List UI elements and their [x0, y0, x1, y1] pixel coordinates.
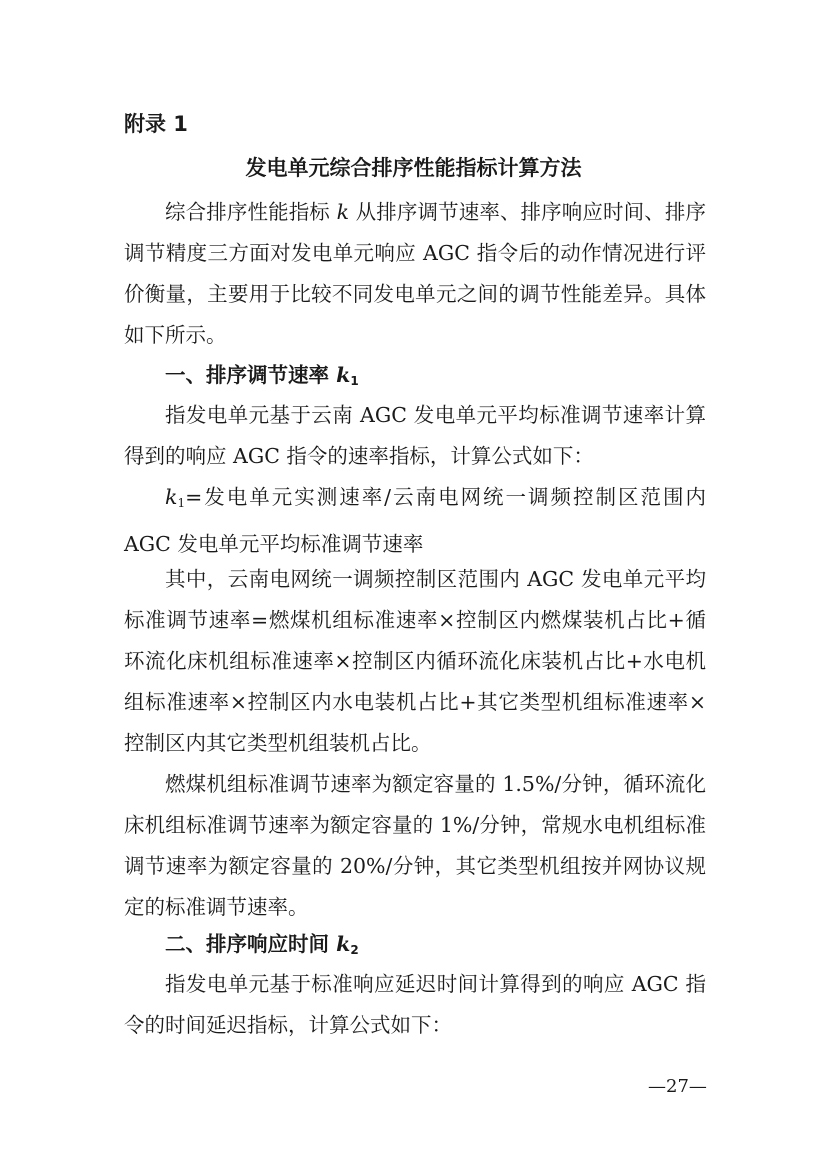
- section1-heading-text: 一、排序调节速率: [165, 363, 337, 387]
- section1-paragraph-1: 指发电单元基于云南 AGC 发电单元平均标准调节速率计算得到的响应 AGC 指令的速率指标，计算公式如下：: [124, 403, 706, 468]
- section1-heading: [165, 358, 359, 388]
- section2-paragraph-1: 指发电单元基于标准响应延迟时间计算得到的响应 AGC 指令的时间延迟指标，计算公式如下：: [124, 972, 706, 1037]
- section2-heading-subscript: 2: [350, 943, 359, 957]
- section2-heading: [165, 927, 359, 957]
- section2-heading-variable: k: [336, 932, 351, 956]
- appendix-label: 附录 1: [124, 112, 188, 136]
- document-title: 发电单元综合排序性能指标计算方法: [245, 156, 582, 180]
- formula-variable-k: k: [165, 485, 178, 509]
- section2-heading-text: 二、排序响应时间: [165, 932, 337, 956]
- section1-heading-subscript: 1: [350, 374, 359, 388]
- section1-formula: [124, 477, 706, 565]
- page-number: —27—: [648, 1076, 707, 1097]
- intro-paragraph: [124, 192, 706, 356]
- section1-paragraph-2: 其中，云南电网统一调频控制区范围内 AGC 发电单元平均标准调节速率=燃煤机组标准速率×控制区内燃煤装机占比+循环流化床机组标准速率×控制区内循环流化床装机占比+水电机组标准速率×控制区内水电装机占比+其它类型机组标准速率×控制区内其它类型机组装机占比。: [124, 567, 706, 755]
- section1-heading-variable: k: [336, 363, 351, 387]
- section1-paragraph-3: 燃煤机组标准调节速率为额定容量的 1.5%/分钟，循环流化床机组标准调节速率为额定容量的 1%/分钟，常规水电机组标准调节速率为额定容量的 20%/分钟，其它类型机组按并网协议规定的标准调节速率。: [124, 772, 706, 919]
- intro-text-pre: 综合排序性能指标: [165, 200, 337, 224]
- intro-text-post: 从排序调节速率、排序响应时间、排序调节精度三方面对发电单元响应 AGC 指令后的动作情况进行评价衡量，主要用于比较不同发电单元之间的调节性能差异。具体如下所示。: [124, 200, 706, 347]
- intro-variable-k: k: [336, 200, 349, 224]
- formula-subscript: 1: [177, 496, 186, 510]
- formula-text: =发电单元实测速率/云南电网统一调频控制区范围内 AGC 发电单元平均标准调节速率: [124, 485, 706, 556]
